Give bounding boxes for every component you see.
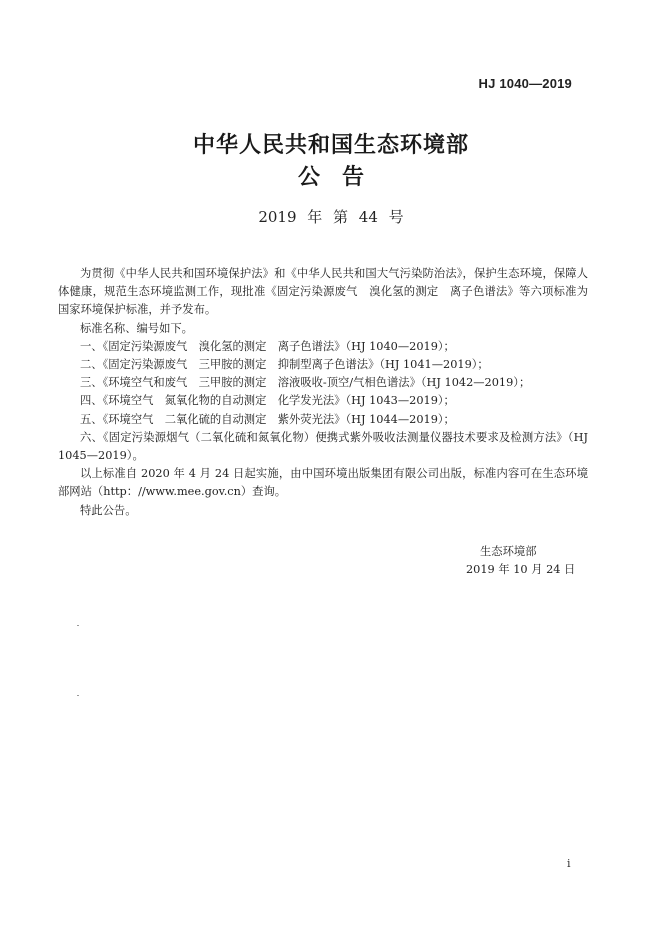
signature-date: 2019 年 10 月 24 日 (466, 563, 576, 576)
intro-paragraph: 为贯彻《中华人民共和国环境保护法》和《中华人民共和国大气污染防治法》，保护生态环境，保障人体健康，规范生态环境监测工作，现批准《固定污染源废气 溴化氢的测定 离子色谱法》等六项标准为国家环境保护标准，并予发布。 (58, 267, 588, 317)
list-item: 二、《固定污染源废气 三甲胺的测定 抑制型离子色谱法》（HJ 1041—2019）； (80, 358, 489, 372)
list-item: 三、《环境空气和废气 三甲胺的测定 溶液吸收-顶空/气相色谱法》（HJ 1042—2019）； (80, 376, 531, 390)
document-subtitle: 公告 (297, 165, 386, 190)
list-item: 一、《固定污染源废气 溴化氢的测定 离子色谱法》（HJ 1040—2019）； (80, 339, 455, 353)
list-item: 六、《固定污染源烟气（二氧化硫和氮氧化物）便携式紫外吸收法测量仪器技术要求及检测方法》（HJ 1045—2019）。 (58, 430, 588, 463)
list-item: 四、《环境空气 氮氧化物的自动测定 化学发光法》（HJ 1043—2019）； (80, 394, 455, 408)
standard-code: HJ 1040—2019 (478, 76, 572, 91)
scan-speck (77, 625, 79, 626)
issue-number: 2019 年 第 44 号 (258, 208, 404, 226)
closing-line: 特此公告。 (80, 503, 137, 517)
announcement-body (58, 265, 588, 520)
signature-organization: 生态环境部 (480, 545, 537, 558)
scan-speck (77, 695, 79, 696)
list-heading: 标准名称、编号如下。 (80, 321, 193, 335)
page-number: i (567, 857, 571, 870)
list-item: 五、《环境空气 二氧化硫的自动测定 紫外荧光法》（HJ 1044—2019）； (80, 412, 455, 426)
implementation-paragraph: 以上标准自 2020 年 4 月 24 日起实施，由中国环境出版集团有限公司出版，标准内容可在生态环境部网站（http：//www.mee.gov.cn）查询。 (58, 467, 588, 499)
document-title: 中华人民共和国生态环境部 (192, 133, 469, 158)
